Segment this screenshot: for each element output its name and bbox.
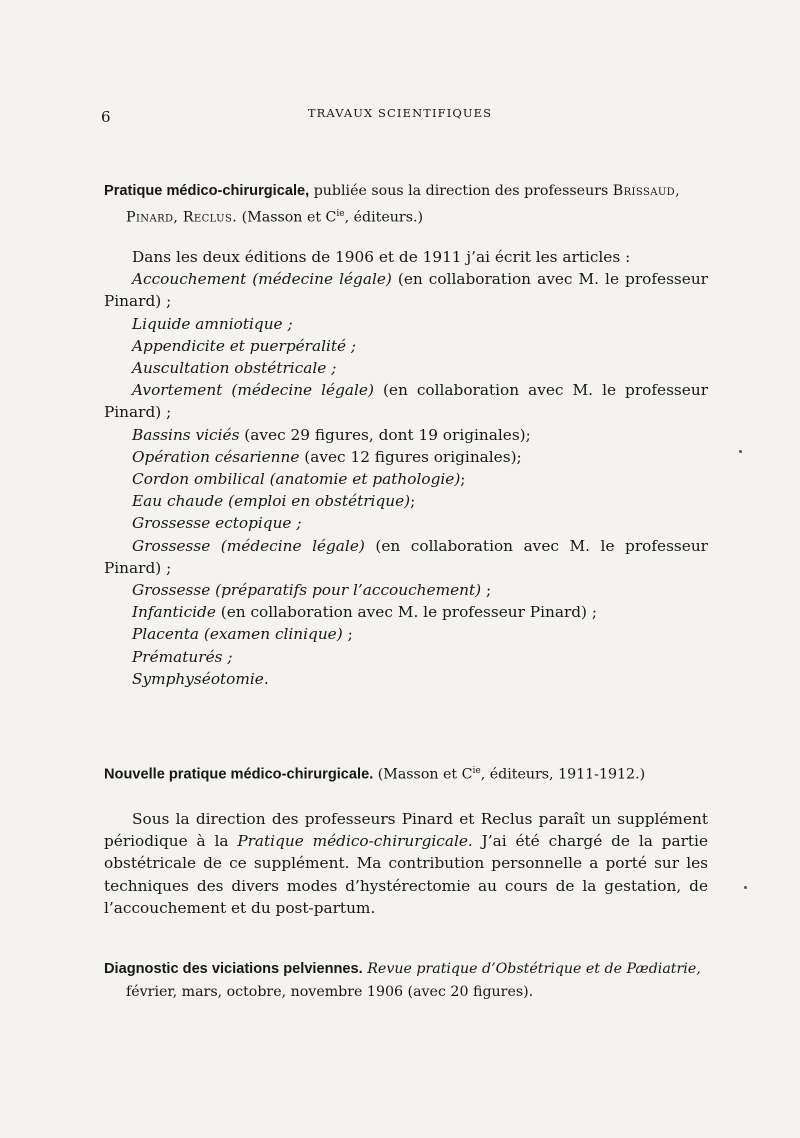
articles-intro: Dans les deux éditions de 1906 et de 1911 j’ai écrit les articles :: [132, 248, 631, 266]
journal-name: Revue pratique d’Obstétrique et de Pædiatrie,: [367, 961, 701, 977]
reference-title: Pratique médico-chirurgicale,: [104, 183, 310, 199]
list-item: Infanticide (en collaboration avec M. le professeur Pinard) ;: [132, 603, 598, 622]
articles-list: [104, 246, 708, 690]
author-name: Reclus.: [182, 209, 238, 226]
list-item: Avortement (médecine légale) (en collaboration avec M. le professeur Pinard) ;: [104, 381, 709, 422]
list-item: Grossesse ectopique ;: [132, 514, 302, 533]
list-item: Eau chaude (emploi en obstétrique);: [132, 492, 416, 511]
list-item: Accouchement (médecine légale) (en collaboration avec M. le professeur Pinard) ;: [104, 270, 708, 311]
page-number: 6: [101, 108, 111, 126]
list-item: Grossesse (médecine légale) (en collaboration avec M. le professeur Pinard) ;: [104, 536, 708, 577]
list-item: Appendicite et puerpéralité ;: [132, 336, 357, 355]
publisher-sup: ie: [336, 209, 345, 219]
reference-details: février, mars, octobre, novembre 1906 (avec 20 figures).: [126, 984, 534, 1000]
reference-pratique-medico-chirurgicale: [104, 180, 724, 230]
reference-title: Diagnostic des viciations pelviennes.: [104, 961, 363, 977]
list-item: Grossesse (préparatifs pour l’accouchement) ;: [132, 581, 492, 600]
publisher-end: , éditeurs.): [344, 209, 424, 226]
paragraph-text: J’ai été chargé de la partie obstétricale de ce supplément. Ma contribution personnelle a porté sur les techniques des divers modes d’hystérectomie au cours de la gestation, de l’accouchement et du post-partum.: [104, 832, 708, 917]
supplement-paragraph: [104, 808, 708, 919]
running-title: TRAVAUX SCIENTIFIQUES: [307, 106, 493, 120]
paragraph-italic: Pratique médico-chirurgicale.: [237, 832, 473, 851]
publisher-end: , éditeurs, 1911-1912.): [480, 766, 646, 783]
reference-diagnostic-viciations: [104, 958, 724, 1004]
list-item: Cordon ombilical (anatomie et pathologie);: [132, 470, 466, 489]
list-item: Bassins viciés (avec 29 figures, dont 19 originales);: [132, 425, 531, 444]
author-name: Pinard,: [126, 209, 179, 226]
list-item: Opération césarienne (avec 12 figures originales);: [132, 447, 522, 466]
publisher-sup: ie: [472, 766, 481, 776]
list-item: Symphyséotomie.: [132, 669, 269, 688]
list-item: Prématurés ;: [132, 647, 233, 666]
scan-speck: [744, 886, 747, 889]
reference-title: Nouvelle pratique médico-chirurgicale.: [104, 766, 374, 783]
paragraph-text: Sous la direction des professeurs Pinard et Reclus paraît un supplément périodique à la: [104, 810, 708, 851]
list-item: Placenta (examen clinique) ;: [132, 625, 353, 644]
reference-nouvelle-pratique: [104, 760, 724, 787]
publisher: (Masson et C: [373, 766, 473, 783]
scan-speck: [739, 450, 742, 453]
list-item: Auscultation obstétricale ;: [132, 359, 337, 378]
list-item: Liquide amniotique ;: [132, 314, 293, 333]
reference-text: publiée sous la direction des professeurs: [309, 183, 613, 199]
author-name: Brissaud,: [612, 183, 681, 199]
publisher: (Masson et C: [237, 209, 337, 226]
